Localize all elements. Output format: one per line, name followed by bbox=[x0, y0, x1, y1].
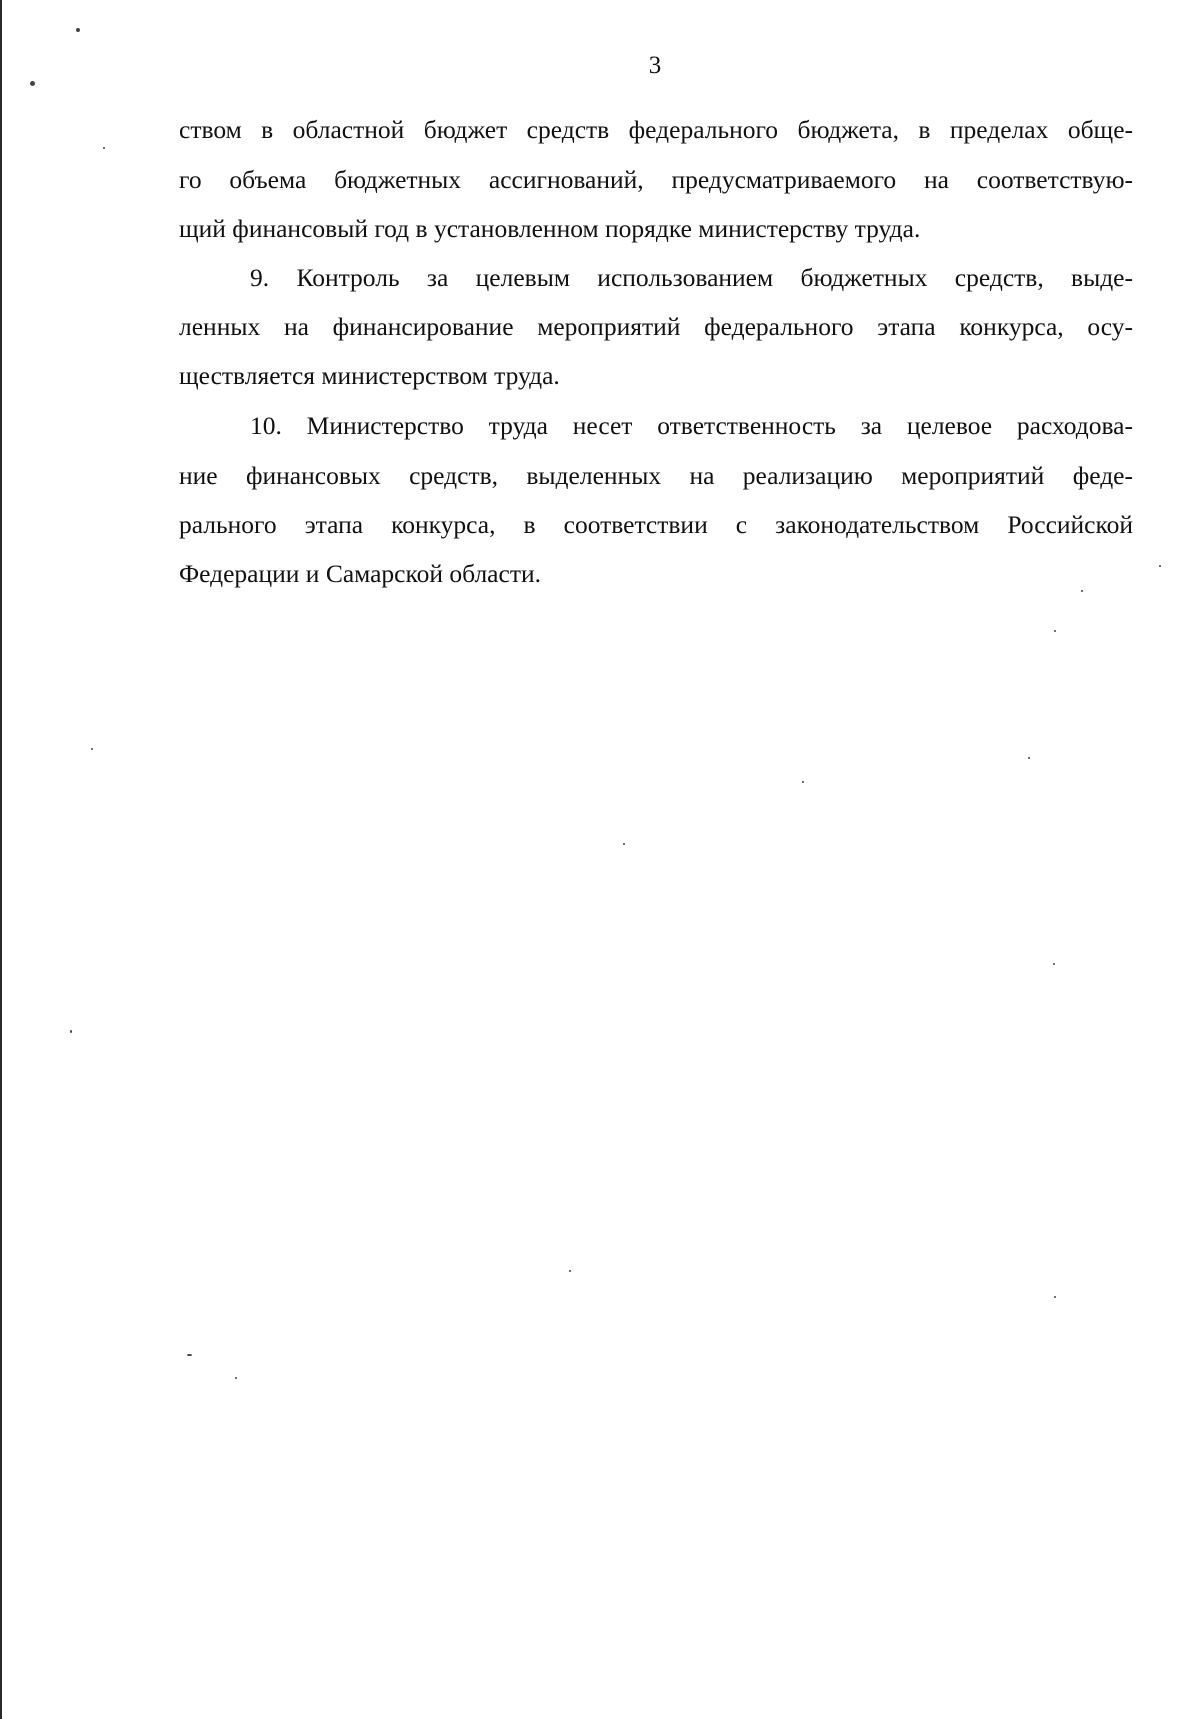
scan-speck bbox=[1053, 963, 1055, 965]
scan-speck bbox=[1054, 630, 1056, 632]
paragraph-9-first-line: 9. Контроль за целевым использованием бюджетных средств, выде- bbox=[250, 263, 1133, 292]
scan-speck bbox=[91, 748, 93, 750]
scan-border bbox=[0, 0, 2, 1719]
text-line: щий финансовый год в установленном порядке министерству труда. bbox=[179, 214, 921, 243]
text-line: ством в областной бюджет средств федерального бюджета, в пределах обще- bbox=[179, 115, 1133, 144]
scan-speck bbox=[802, 781, 804, 783]
scan-speck bbox=[569, 1270, 571, 1272]
scan-speck bbox=[1159, 565, 1161, 567]
text-line: го объема бюджетных ассигнований, предусматриваемого на соответствую- bbox=[179, 165, 1133, 194]
text-line: ществляется министерством труда. bbox=[179, 361, 560, 390]
text-line: Федерации и Самарской области. bbox=[179, 559, 541, 588]
scan-speck bbox=[623, 843, 625, 845]
text-line: рального этапа конкурса, в соответствии с законодательством Российской bbox=[179, 510, 1133, 539]
scan-speck bbox=[235, 1377, 237, 1379]
text-line: ленных на финансирование мероприятий федерального этапа конкурса, осу- bbox=[179, 312, 1133, 341]
scan-speck bbox=[76, 28, 80, 32]
scan-speck bbox=[1054, 1296, 1056, 1298]
scan-speck bbox=[1081, 590, 1083, 592]
scan-speck bbox=[30, 81, 35, 86]
text-line: ние финансовых средств, выделенных на реализацию мероприятий феде- bbox=[179, 461, 1133, 490]
scan-speck bbox=[1028, 757, 1030, 759]
scan-speck bbox=[187, 1354, 192, 1356]
scan-speck bbox=[70, 1030, 72, 1033]
paragraph-10-first-line: 10. Министерство труда несет ответственность за целевое расходова- bbox=[250, 411, 1133, 440]
page-number: 3 bbox=[648, 52, 662, 79]
scan-speck bbox=[103, 147, 105, 149]
